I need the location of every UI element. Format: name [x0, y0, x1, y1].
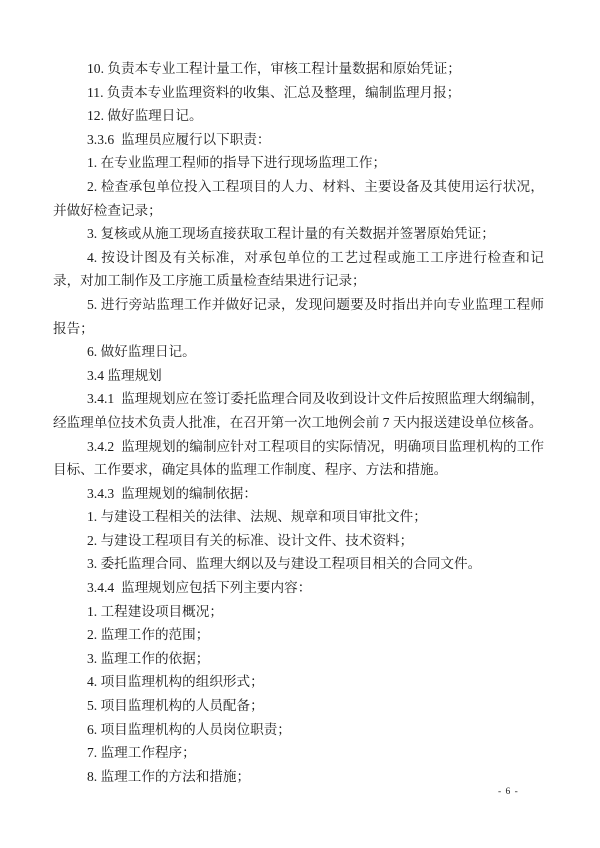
- basis-item-2: 2. 与建设工程项目有关的标准、设计文件、技术资料；: [87, 532, 414, 548]
- paragraph-item-11: 11. 负责本专业监理资料的收集、汇总及整理，编制监理月报；: [87, 84, 461, 100]
- basis-item-1: 1. 与建设工程相关的法律、法规、规章和项目审批文件；: [87, 509, 427, 525]
- paragraph-item-4: 4. 按设计图及有关标准，对承包单位的工艺过程或施工工序进行检查和记录，对加工制作及工序施工质量检查结果进行记录；: [53, 249, 544, 289]
- content-item-8: 8. 监理工作的方法和措施；: [87, 768, 251, 784]
- page-number: - 6 -: [498, 787, 519, 797]
- content-item-4: 4. 项目监理机构的组织形式；: [87, 674, 264, 690]
- paragraph-item-1: 1. 在专业监理工程师的指导下进行现场监理工作；: [87, 155, 387, 171]
- heading-3-4-4: 3.4.4 监理规划应包括下列主要内容：: [87, 580, 312, 596]
- paragraph-3-4-2: 3.4.2 监理规划的编制应针对工程项目的实际情况，明确项目监理机构的工作目标、工作要求，确定具体的监理工作制度、程序、方法和措施。: [53, 438, 544, 478]
- paragraph-item-2: 2. 检查承包单位投入工程项目的人力、材料、主要设备及其使用运行状况，并做好检查记录；: [53, 178, 544, 218]
- content-item-5: 5. 项目监理机构的人员配备；: [87, 698, 264, 714]
- heading-3-3-6: 3.3.6 监理员应履行以下职责：: [87, 131, 271, 147]
- paragraph-item-12: 12. 做好监理日记。: [87, 108, 203, 124]
- content-item-2: 2. 监理工作的范围；: [87, 627, 210, 643]
- basis-item-3: 3. 委托监理合同、监理大纲以及与建设工程项目相关的合同文件。: [87, 556, 482, 572]
- content-item-1: 1. 工程建设项目概况；: [87, 603, 223, 619]
- paragraph-item-6: 6. 做好监理日记。: [87, 344, 196, 360]
- content-item-3: 3. 监理工作的依据；: [87, 650, 210, 666]
- paragraph-3-4-1: 3.4.1 监理规划应在签订委托监理合同及收到设计文件后按照监理大纲编制，经监理单位技术负责人批准，在召开第一次工地例会前 7 天内报送建设单位核备。: [53, 391, 544, 430]
- document-body-text: [53, 57, 544, 788]
- content-item-7: 7. 监理工作程序；: [87, 745, 196, 761]
- heading-3-4: 3.4 监理规划: [87, 367, 162, 383]
- paragraph-item-3: 3. 复核或从施工现场直接获取工程计量的有关数据并签署原始凭证；: [87, 226, 495, 242]
- paragraph-item-5: 5. 进行旁站监理工作并做好记录，发现问题要及时指出并向专业监理工程师报告；: [53, 296, 544, 336]
- content-item-6: 6. 项目监理机构的人员岗位职责；: [87, 721, 291, 737]
- paragraph-item-10: 10. 负责本专业工程计量工作，审核工程计量数据和原始凭证；: [87, 61, 461, 76]
- heading-3-4-3: 3.4.3 监理规划的编制依据：: [87, 485, 257, 501]
